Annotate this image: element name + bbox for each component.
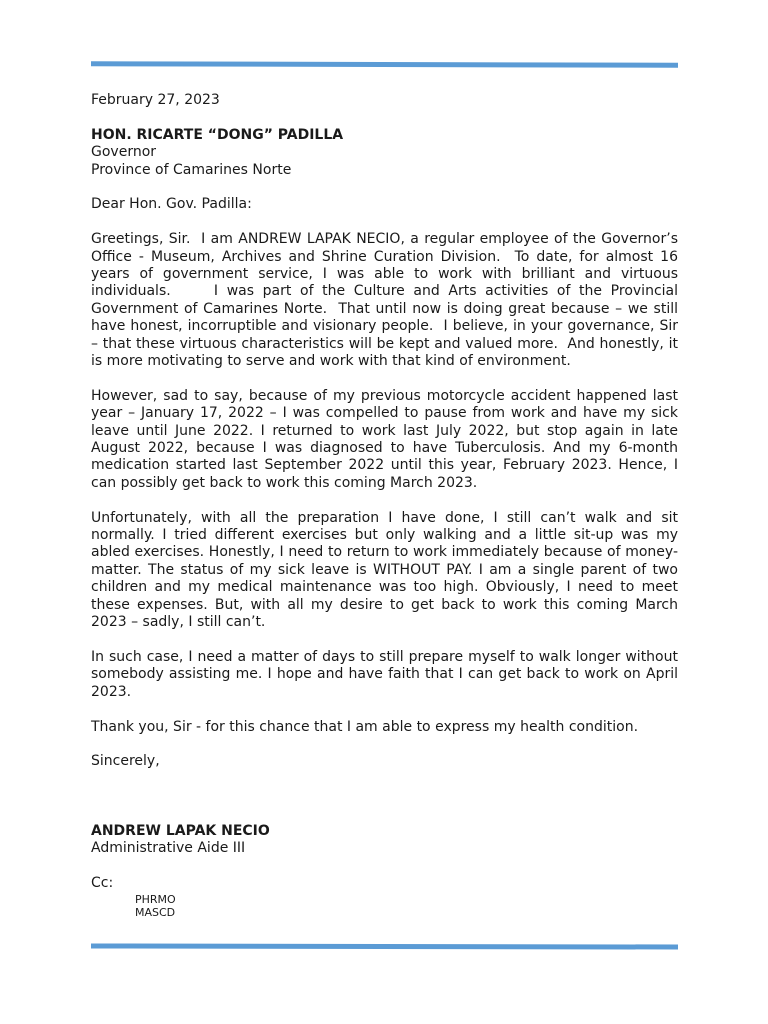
cc-item: MASCD — [135, 906, 176, 919]
top-divider — [91, 61, 678, 68]
signatory-name: ANDREW LAPAK NECIO — [91, 822, 270, 839]
recipient-office: Province of Camarines Norte — [91, 161, 292, 178]
bottom-divider — [91, 943, 678, 949]
paragraph-accident: However, sad to say, because of my previous motorcycle accident happened last year – January 17, 2022 – I was compelled to pause from work and have my sick leave until June 2022. I returned to work last July 2022, but stop again in late August 2022, because I was diagnosed to have Tuberculosis. And my 6-month medication started last September 2022 until this year, February 2023. Hence, I can possibly get back to work this coming March 2023. — [91, 387, 678, 491]
paragraph-condition: Unfortunately, with all the preparation I have done, I still can’t walk and sit normally. I tried different exercises but only walking and a little sit-up was my abled exercises. Honestly, I need to return to work immediately because of money-matter. The status of my sick leave is WITHOUT PAY. I am a single parent of two children and my medical maintenance was too high. Obviously, I need to meet these expenses. But, with all my desire to get back to work this coming March 2023 – sadly, I still can’t. — [91, 509, 678, 631]
paragraph-request: In such case, I need a matter of days to still prepare myself to walk longer without somebody assisting me. I hope and have faith that I can get back to work on April 2023. — [91, 648, 678, 700]
letter-body — [91, 92, 683, 920]
letter-date: February 27, 2023 — [91, 92, 220, 108]
paragraph-thanks: Thank you, Sir - for this chance that I am able to express my health condition. — [91, 718, 639, 735]
recipient-title: Governor — [91, 144, 157, 161]
paragraph-greetings: Greetings, Sir. I am ANDREW LAPAK NECIO, a regular employee of the Governor’s Office - Museum, Archives and Shrine Curation Division. To date, for almost 16 years of government service, I was able to work with brilliant and virtuous individuals. I was part of the Culture and Arts activities of the Provincial Government of Camarines Norte. That until now is doing great because – we still have honest, incorruptible and visionary people. I believe, in your governance, Sir – that these virtuous characteristics will be kept and valued more. And honestly, it is more motivating to serve and work with that kind of environment. — [91, 231, 683, 370]
salutation: Dear Hon. Gov. Padilla: — [91, 196, 252, 213]
recipient-name: HON. RICARTE “DONG” PADILLA — [91, 126, 344, 143]
cc-label: Cc: — [91, 875, 114, 892]
cc-item: PHRMO — [135, 892, 176, 906]
signatory-position: Administrative Aide III — [91, 840, 246, 857]
closing: Sincerely, — [91, 753, 160, 770]
cc-list — [135, 893, 678, 920]
